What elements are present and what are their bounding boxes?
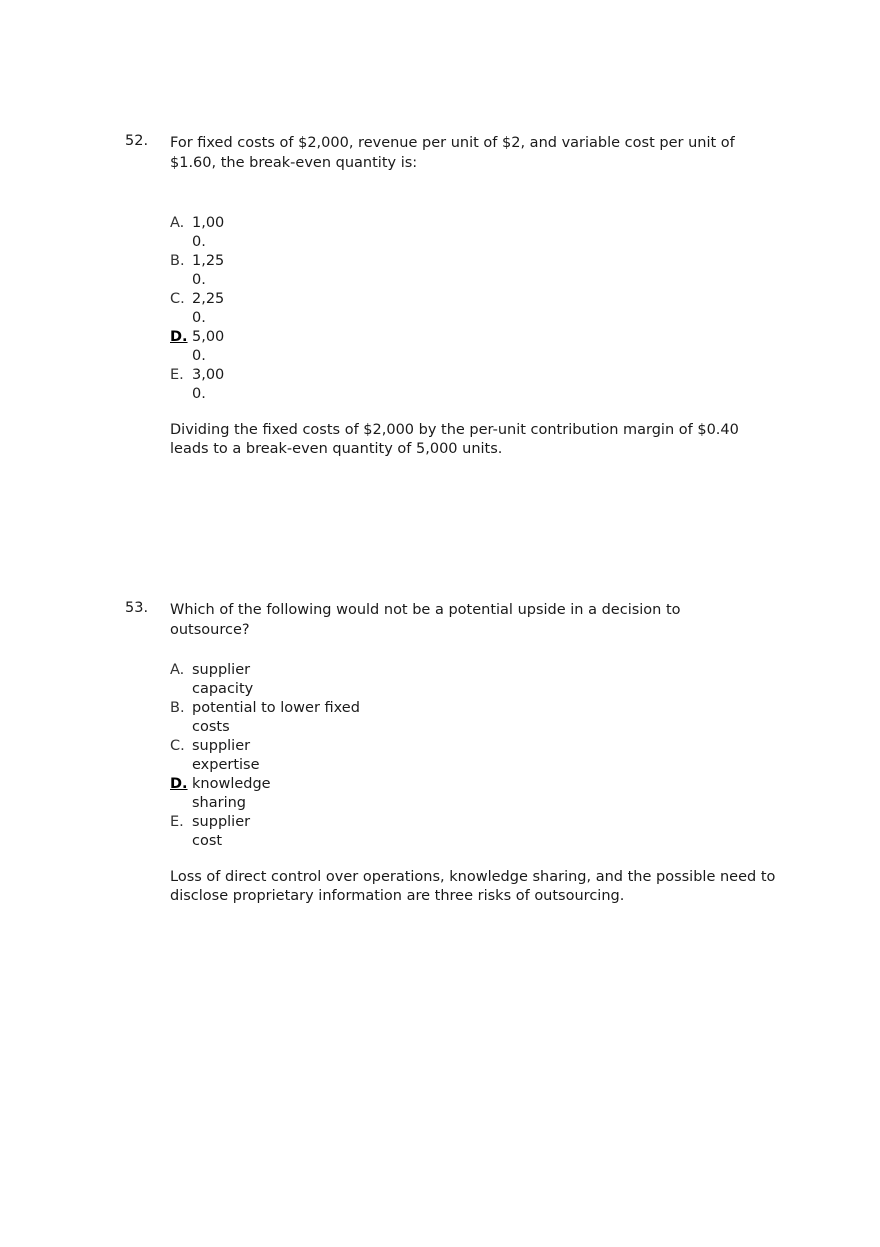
- option-a: [170, 661, 367, 699]
- answer-explanation: Dividing the fixed costs of $2,000 by the per-unit contribution margin of $0.40 leads to a break-even quantity of 5,000 units.: [170, 422, 739, 457]
- option-b: [170, 252, 226, 290]
- option-text: 3,000.: [192, 367, 225, 402]
- option-letter: A.: [170, 215, 185, 231]
- answer-options: [170, 661, 367, 851]
- option-e: [170, 813, 367, 851]
- option-letter-correct: D.: [170, 776, 188, 792]
- option-text: potential to lower fixed costs: [192, 700, 360, 735]
- option-letter: C.: [170, 291, 185, 307]
- option-letter: A.: [170, 662, 185, 678]
- option-text: supplier expertise: [192, 738, 260, 773]
- answer-explanation: Loss of direct control over operations, knowledge sharing, and the possible need to disclose proprietary information are three risks of outsourcing.: [170, 869, 776, 904]
- option-text: 1,250.: [192, 253, 225, 288]
- option-a: [170, 214, 226, 252]
- option-letter: E.: [170, 814, 184, 830]
- option-letter-correct: D.: [170, 329, 188, 345]
- option-text: supplier capacity: [192, 662, 254, 697]
- option-d-correct: [170, 775, 367, 813]
- option-letter: B.: [170, 700, 185, 716]
- option-b: [170, 699, 367, 737]
- answer-options: [170, 214, 226, 404]
- option-d-correct: [170, 328, 226, 366]
- option-letter: B.: [170, 253, 185, 269]
- option-text: 2,250.: [192, 291, 225, 326]
- question-text: Which of the following would not be a potential upside in a decision to outsource?: [170, 602, 681, 638]
- option-text: 1,000.: [192, 215, 225, 250]
- question-number: 52.: [125, 133, 149, 149]
- option-c: [170, 737, 367, 775]
- question-number: 53.: [125, 600, 149, 616]
- option-row: [170, 699, 367, 737]
- option-text: supplier cost: [192, 814, 251, 849]
- option-e: [170, 366, 226, 404]
- question-text: For fixed costs of $2,000, revenue per unit of $2, and variable cost per unit of $1.60, the break-even quantity is:: [170, 135, 735, 171]
- option-c: [170, 290, 226, 328]
- option-letter: C.: [170, 738, 185, 754]
- option-letter: E.: [170, 367, 184, 383]
- option-text: knowledge sharing: [192, 776, 271, 811]
- option-text: 5,000.: [192, 329, 225, 364]
